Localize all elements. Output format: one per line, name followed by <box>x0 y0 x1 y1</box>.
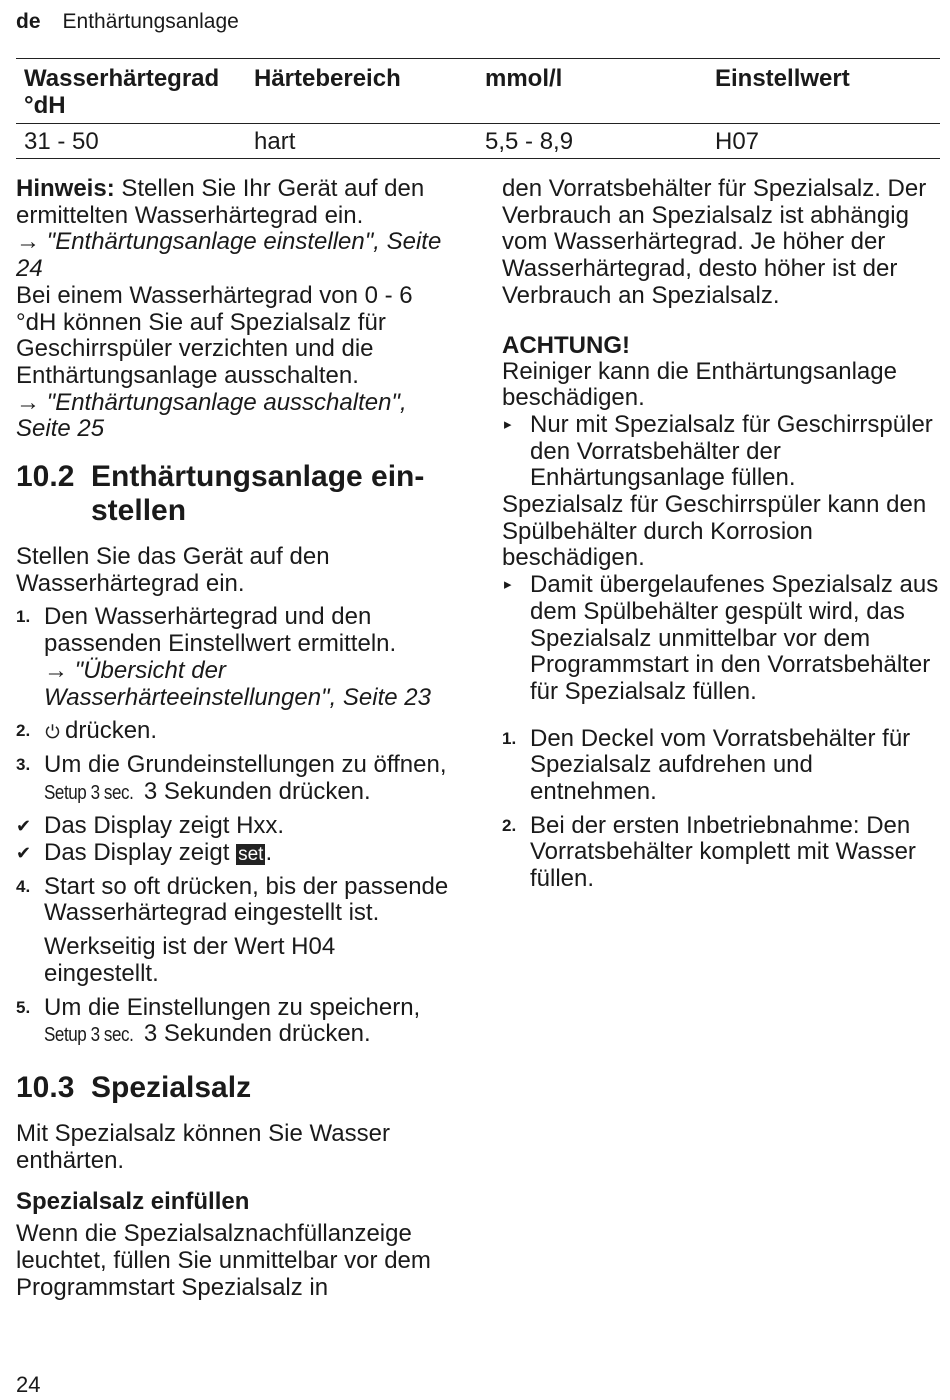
water-hardness-table <box>16 58 940 159</box>
heading-text: Spezialsalz <box>91 1070 252 1104</box>
list-item <box>502 572 942 706</box>
cross-reference-link[interactable] <box>16 229 456 282</box>
step-item <box>502 813 942 893</box>
cross-reference-link[interactable] <box>44 658 456 711</box>
header-setting-value: Einstellwert <box>707 59 940 124</box>
bullet-text: Damit übergelaufenes Spezialsalz aus dem Spülbehälter gespült wird, das Spezialsalz unmittelbar vor dem Programmstart in den Vorratsbehälter für Spezialsalz füllen. <box>530 571 939 705</box>
checkmark-icon: ✔ <box>16 816 32 837</box>
setup-button-label: Setup 3 sec. <box>44 1024 134 1047</box>
step-number: 1. <box>16 607 31 627</box>
cross-reference-link[interactable] <box>16 390 456 443</box>
result-item <box>16 840 456 867</box>
subheading-fill-salt: Spezialsalz einfüllen <box>16 1188 250 1216</box>
step-text: Bei der ersten Inbetriebnahme: Den Vorratsbehälter komplett mit Wasser füllen. <box>530 811 916 893</box>
section-heading-10-3 <box>16 1071 456 1105</box>
header-mmol: mmol/l <box>477 59 707 124</box>
xref-text: "Übersicht der Wasserhärteeinstellungen", Seite 23 <box>44 656 431 711</box>
step-number: 2. <box>16 721 31 741</box>
hint-paragraph <box>16 176 456 229</box>
result-item <box>16 813 456 840</box>
table-cell: 31 - 50 <box>16 124 246 159</box>
setup-button-label: Setup 3 sec. <box>44 781 134 804</box>
intro-paragraph: Stellen Sie das Gerät auf den Wasserhärtegrad ein. <box>16 543 330 597</box>
page-header <box>16 8 239 36</box>
heading-number: 10.2 <box>16 460 75 494</box>
step-text: 3 Sekunden drücken. <box>137 777 371 805</box>
power-button-icon <box>44 723 61 740</box>
start-button-label: Start <box>44 872 95 900</box>
hint-label: Hinweis: <box>16 175 115 202</box>
arrow-right-icon: → <box>16 388 40 416</box>
step-text: drücken. <box>65 717 158 745</box>
header-hardness-degree: Wasserhärtegrad °dH <box>16 59 246 124</box>
result-text: Das Display zeigt <box>44 839 237 867</box>
arrow-right-icon: → <box>44 656 68 684</box>
section-heading-10-2 <box>16 460 456 528</box>
table-cell: 5,5 - 8,9 <box>477 124 707 159</box>
step-item <box>16 995 456 1049</box>
display-set-badge: set <box>238 844 264 866</box>
step-number: 5. <box>16 997 31 1017</box>
step-text: Um die Einstellungen zu speichern, <box>44 993 421 1021</box>
paragraph: Bei einem Wasserhärtegrad von 0 - 6 °dH können Sie auf Spezialsalz für Geschirrspüler verzichten und die Enthärtungsanlage ausschalten. <box>16 281 413 389</box>
continued-paragraph: den Vorratsbehälter für Spezialsalz. Der Verbrauch an Spezialsalz ist abhängig vom Wasserhärtegrad. Je höher der Wasserhärtegrad, desto höher ist der Verbrauch an Spezialsalz. <box>502 175 927 309</box>
table-row <box>16 124 940 159</box>
step-number: 3. <box>16 754 31 774</box>
step-number: 1. <box>502 728 517 748</box>
warning-text: Reiniger kann die Enthärtungsanlage beschädigen. <box>502 357 897 412</box>
step-item <box>16 718 456 745</box>
checkmark-icon: ✔ <box>16 843 32 864</box>
bullet-text: Nur mit Spezialsalz für Geschirrspüler den Vorratsbehälter der Enhärtungsanlage füllen. <box>530 410 933 492</box>
xref-text: "Enthärtungsanlage einstellen", Seite 24 <box>16 228 442 283</box>
step-text: 3 Sekunden drücken. <box>137 1020 371 1048</box>
step-item <box>16 752 456 806</box>
left-column <box>16 176 456 1302</box>
step-item <box>16 874 456 988</box>
warning-title: ACHTUNG! <box>502 331 630 359</box>
arrow-right-icon: → <box>16 228 40 256</box>
list-item <box>502 412 942 492</box>
header-hardness-range: Härtebereich <box>246 59 477 124</box>
step-note: Werkseitig ist der Wert H04 eingestellt. <box>44 933 336 987</box>
step-text: Den Wasserhärtegrad und den passenden Einstellwert ermitteln. <box>44 603 397 658</box>
result-text: . <box>265 839 273 867</box>
step-number: 2. <box>502 815 517 835</box>
table-cell: H07 <box>707 124 940 159</box>
hint-text: Stellen Sie Ihr Gerät auf den ermittelten Wasserhärtegrad ein. <box>16 175 425 229</box>
warning-text: Spezialsalz für Geschirrspüler kann den Spülbehälter durch Korrosion beschädigen. <box>502 491 927 572</box>
step-item <box>502 726 942 806</box>
step-number: 4. <box>16 876 31 896</box>
language-code: de <box>16 10 41 33</box>
heading-text: Enthärtungsanlage ein- <box>91 460 425 494</box>
step-text: so oft drücken, bis der passende Wasserhärtegrad eingestellt ist. <box>44 872 449 927</box>
table-header-row <box>16 59 940 124</box>
fill-paragraph: Wenn die Spezialsalznachfüllanzeige leuchtet, füllen Sie unmittelbar vor dem Programmstart Spezialsalz in <box>16 1220 431 1301</box>
page-number: 24 <box>16 1372 41 1397</box>
bullet-triangle-icon: ▸ <box>504 576 512 594</box>
bullet-triangle-icon: ▸ <box>504 415 512 433</box>
result-text: Das Display zeigt Hxx. <box>44 812 285 840</box>
section-title: Enthärtungsanlage <box>62 10 239 33</box>
step-text: Den Deckel vom Vorratsbehälter für Spezialsalz aufdrehen und entnehmen. <box>530 724 911 806</box>
heading-text-continued: stellen <box>91 494 187 528</box>
xref-text: "Enthärtungsanlage ausschalten", Seite 25 <box>16 388 407 443</box>
table-cell: hart <box>246 124 477 159</box>
right-column <box>502 176 942 893</box>
step-text: Um die Grundeinstellungen zu öffnen, <box>44 750 447 778</box>
step-item <box>16 604 456 711</box>
heading-number: 10.3 <box>16 1070 75 1104</box>
salz-intro-paragraph: Mit Spezialsalz können Sie Wasser enthärten. <box>16 1119 390 1174</box>
